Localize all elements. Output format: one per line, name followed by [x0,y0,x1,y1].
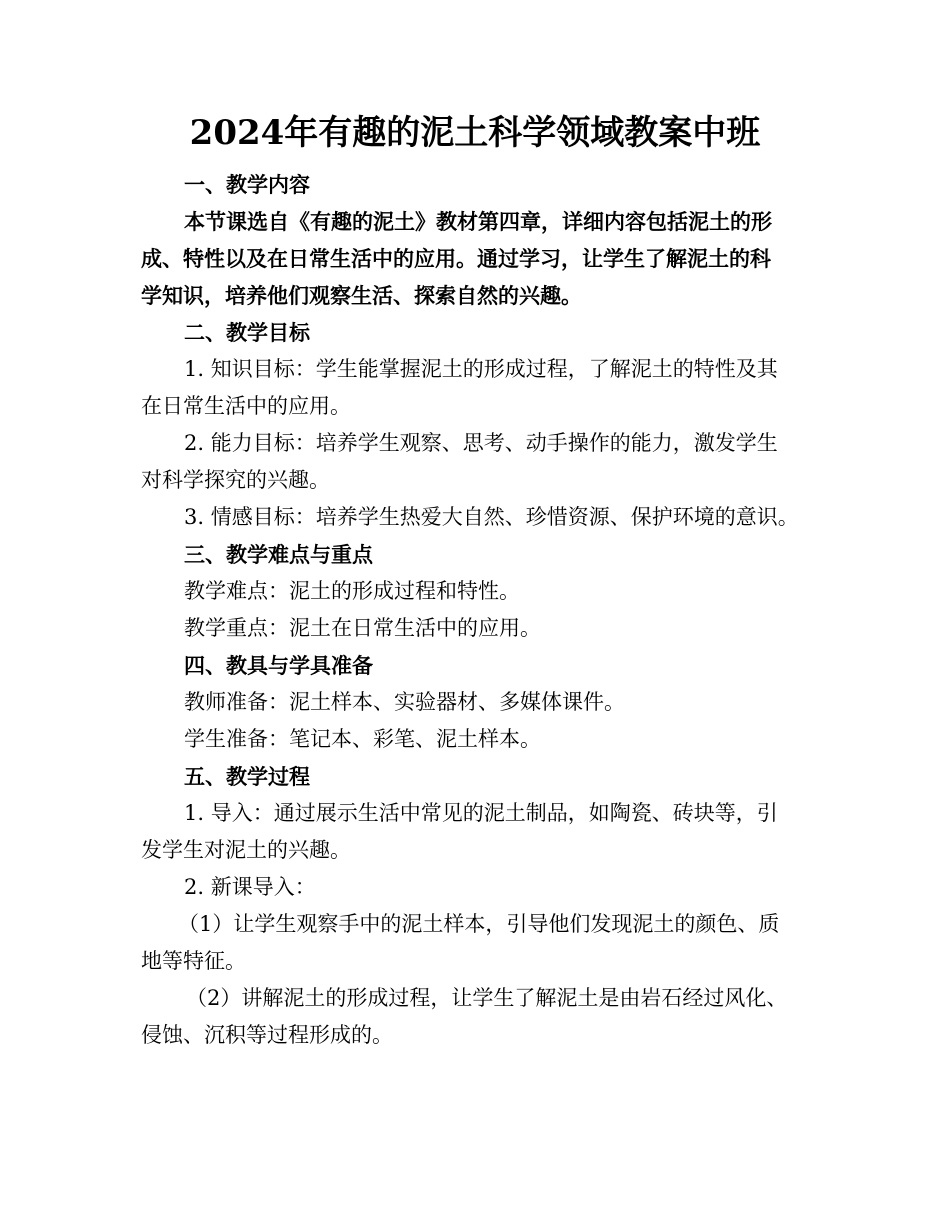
section-heading-materials: 四、教具与学具准备 [184,653,373,678]
paragraph-substep-observe [141,906,821,980]
paragraph-line: （1）让学生观察手中的泥土样本，引导他们发现泥土的颜色、质 [178,912,780,936]
paragraph-line: 在日常生活中的应用。 [141,394,351,418]
section-heading-teaching-goals: 二、教学目标 [184,320,310,345]
section-heading-teaching-process: 五、教学过程 [184,764,310,789]
paragraph-step-intro [141,795,821,869]
section-heading-teaching-content: 一、教学内容 [184,172,310,197]
paragraph-teacher-materials: 教师准备：泥土样本、实验器材、多媒体课件。 [184,690,625,714]
paragraph-line: （2）讲解泥土的形成过程，让学生了解泥土是由岩石经过风化、 [186,986,788,1010]
paragraph-line: 3. 情感目标：培养学生热爱大自然、珍惜资源、保护环境的意识。 [184,505,799,529]
paragraph-line: 1. 知识目标：学生能掌握泥土的形成过程，了解泥土的特性及其 [184,357,778,381]
paragraph-line: 1. 导入：通过展示生活中常见的泥土制品，如陶瓷、砖块等，引 [184,801,778,825]
paragraph-line: 本节课选自《有趣的泥土》教材第四章，详细内容包括泥土的形 [184,209,772,234]
paragraph-difficulty: 教学难点：泥土的形成过程和特性。 [184,579,520,603]
paragraph-line: 学知识，培养他们观察生活、探索自然的兴趣。 [141,283,582,308]
paragraph-line: 发学生对泥土的兴趣。 [141,838,351,862]
paragraph-emotion-goal [141,499,821,536]
paragraph-line: 侵蚀、沉积等过程形成的。 [141,1023,393,1047]
paragraph-line: 地等特征。 [141,949,246,973]
paragraph-line: 2. 能力目标：培养学生观察、思考、动手操作的能力，激发学生 [184,431,778,455]
paragraph-focus: 教学重点：泥土在日常生活中的应用。 [184,616,541,640]
paragraph-teaching-content [141,203,821,314]
paragraph-ability-goal [141,425,821,499]
paragraph-student-materials: 学生准备：笔记本、彩笔、泥土样本。 [184,727,541,751]
paragraph-step-new-lesson: 2. 新课导入： [184,875,316,899]
section-heading-difficulty-focus: 三、教学难点与重点 [184,542,373,567]
document-title: 2024年有趣的泥土科学领域教案中班 [189,113,761,153]
paragraph-knowledge-goal [141,351,821,425]
document-body [141,166,821,1054]
paragraph-substep-explain [141,980,821,1054]
paragraph-line: 对科学探究的兴趣。 [141,468,330,492]
paragraph-line: 成、特性以及在日常生活中的应用。通过学习，让学生了解泥土的科 [141,246,771,271]
